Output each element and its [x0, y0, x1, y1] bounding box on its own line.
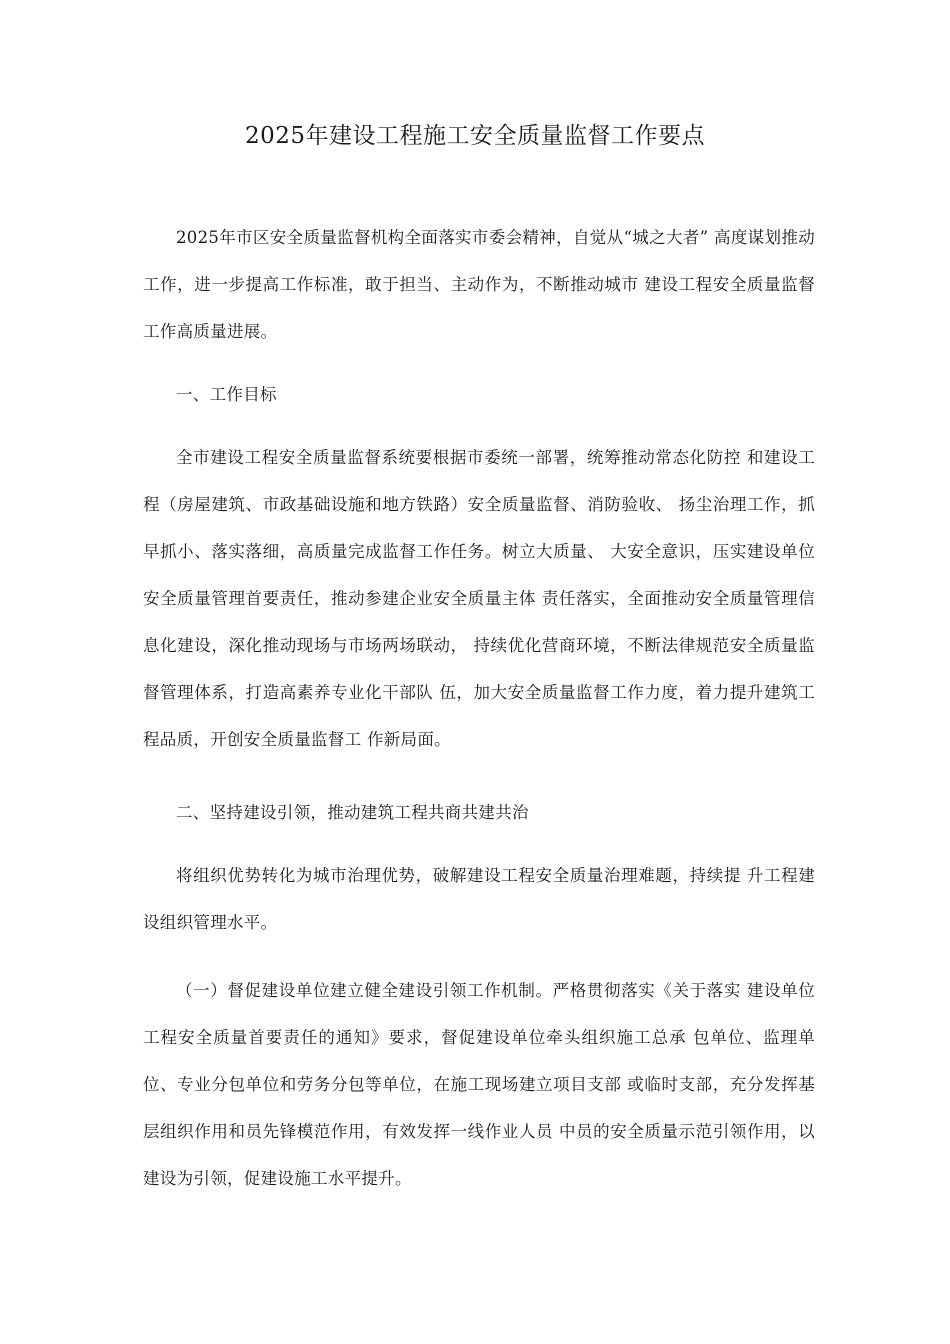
subsection-1-paragraph: （一）督促建设单位建立健全建设引领工作机制。严格贯彻落实《关于落实 建设单位工程安全质量首要责任的通知》要求，督促建设单位牵头组织施工总承 包单位、监理单位、专业分包单位和劳务分包等单位，在施工现场建立项目支部 或临时支部，充分发挥基层组织作用和员先锋模范作用，有效发挥一线作业人员 中员的安全质量示范引领作用，以建设为引领，促建设施工水平提升。	[143, 981, 815, 1188]
intro-paragraph: 2025年市区安全质量监督机构全面落实市委会精神，自觉从“城之大者” 高度谋划推动工作，进一步提高工作标准，敢于担当、主动作为，不断推动城市 建设工程安全质量监督工作高质量进展。	[143, 228, 815, 341]
section-heading-construction-leadership: 二、坚持建设引领，推动建筑工程共商共建共治	[176, 803, 529, 822]
section-heading-work-goals: 一、工作目标	[176, 385, 277, 404]
document-title: 2025年建设工程施工安全质量监督工作要点	[244, 123, 706, 149]
document-body	[143, 214, 815, 1202]
work-goals-paragraph: 全市建设工程安全质量监督系统要根据市委统一部署，统筹推动常态化防控 和建设工程（房屋建筑、市政基础设施和地方铁路）安全质量监督、消防验收、 扬尘治理工作，抓早抓小、落实落细，高质量完成监督工作任务。树立大质量、 大安全意识，压实建设单位安全质量管理首要责任，推动参建企业安全质量主体 责任落实，全面推动安全质量管理信息化建设，深化推动现场与市场两场联动， 持续优化营商环境，不断法律规范安全质量监督管理体系，打造高素养专业化干部队 伍，加大安全质量监督工作力度，着力提升建筑工程品质，开创安全质量监督工 作新局面。	[143, 448, 815, 749]
leadership-intro-paragraph: 将组织优势转化为城市治理优势，破解建设工程安全质量治理难题，持续提 升工程建设组织管理水平。	[143, 866, 815, 932]
